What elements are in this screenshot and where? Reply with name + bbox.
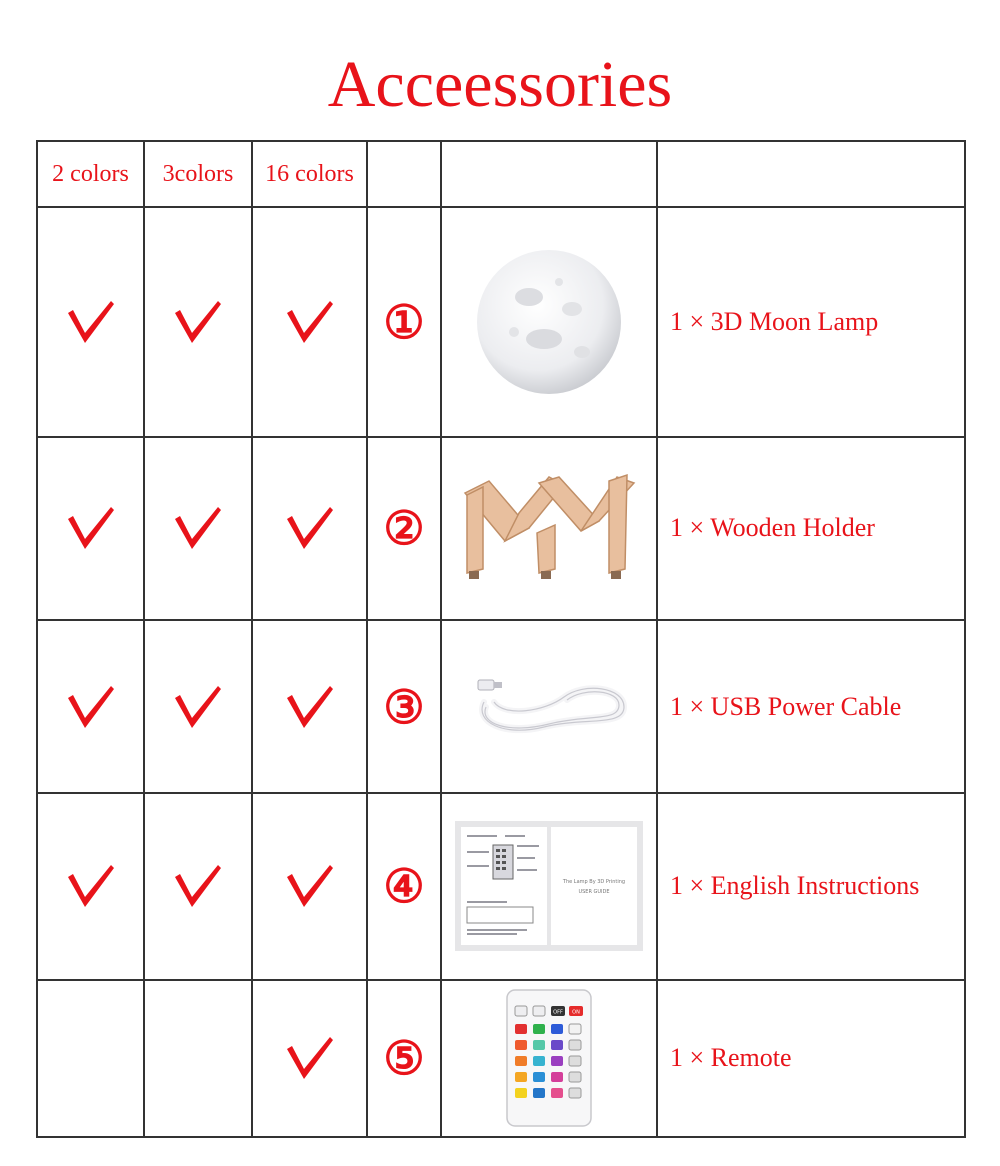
check-cell — [252, 793, 367, 979]
checkmark-icon — [284, 299, 336, 345]
checkmark-icon — [65, 863, 117, 909]
item-number: ④ — [367, 793, 441, 979]
moon-lamp-image — [441, 207, 657, 436]
checkmark-icon — [284, 863, 336, 909]
item-description: 1 × USB Power Cable — [657, 620, 965, 793]
check-cell — [252, 980, 367, 1137]
checkmark-icon — [172, 684, 224, 730]
checkmark-icon — [284, 684, 336, 730]
table-row — [37, 207, 965, 436]
check-cell — [37, 437, 144, 620]
table-row — [37, 793, 965, 979]
item-description: 1 × English Instructions — [657, 793, 965, 979]
check-cell — [37, 620, 144, 793]
check-cell — [252, 437, 367, 620]
check-cell — [144, 207, 252, 436]
header-16-colors: 16 colors — [252, 141, 367, 207]
instruction-sheet-image — [441, 793, 657, 979]
check-cell — [37, 980, 144, 1137]
checkmark-icon — [172, 863, 224, 909]
remote-off-label: OFF — [553, 1009, 563, 1016]
item-number: ⑤ — [367, 980, 441, 1137]
check-cell — [144, 620, 252, 793]
remote-on-label: ON — [572, 1009, 580, 1016]
item-description: 1 × 3D Moon Lamp — [657, 207, 965, 436]
check-cell — [144, 793, 252, 979]
header-3-colors: 3colors — [144, 141, 252, 207]
instruction-cover-subtitle: USER GUIDE — [578, 889, 610, 896]
accessories-table — [36, 140, 966, 1138]
table-row — [37, 620, 965, 793]
checkmark-icon — [65, 505, 117, 551]
checkmark-icon — [65, 299, 117, 345]
item-description: 1 × Wooden Holder — [657, 437, 965, 620]
checkmark-icon — [284, 1035, 336, 1081]
checkmark-icon — [65, 684, 117, 730]
page-title: Acceessories — [327, 48, 673, 121]
item-number: ③ — [367, 620, 441, 793]
table-row — [37, 437, 965, 620]
remote-control-image — [441, 980, 657, 1137]
instruction-cover-title: The Lamp By 3D Printing — [562, 879, 626, 886]
header-number — [367, 141, 441, 207]
header-2-colors: 2 colors — [37, 141, 144, 207]
check-cell — [37, 207, 144, 436]
check-cell — [37, 793, 144, 979]
check-cell — [144, 437, 252, 620]
checkmark-icon — [284, 505, 336, 551]
header-description — [657, 141, 965, 207]
item-number: ② — [367, 437, 441, 620]
check-cell — [252, 620, 367, 793]
check-cell — [252, 207, 367, 436]
usb-cable-image — [441, 620, 657, 793]
header-image — [441, 141, 657, 207]
item-number: ① — [367, 207, 441, 436]
table-row — [37, 980, 965, 1137]
header-row — [37, 141, 965, 207]
checkmark-icon — [172, 299, 224, 345]
check-cell — [144, 980, 252, 1137]
wooden-holder-image — [441, 437, 657, 620]
item-description: 1 × Remote — [657, 980, 965, 1137]
checkmark-icon — [172, 505, 224, 551]
